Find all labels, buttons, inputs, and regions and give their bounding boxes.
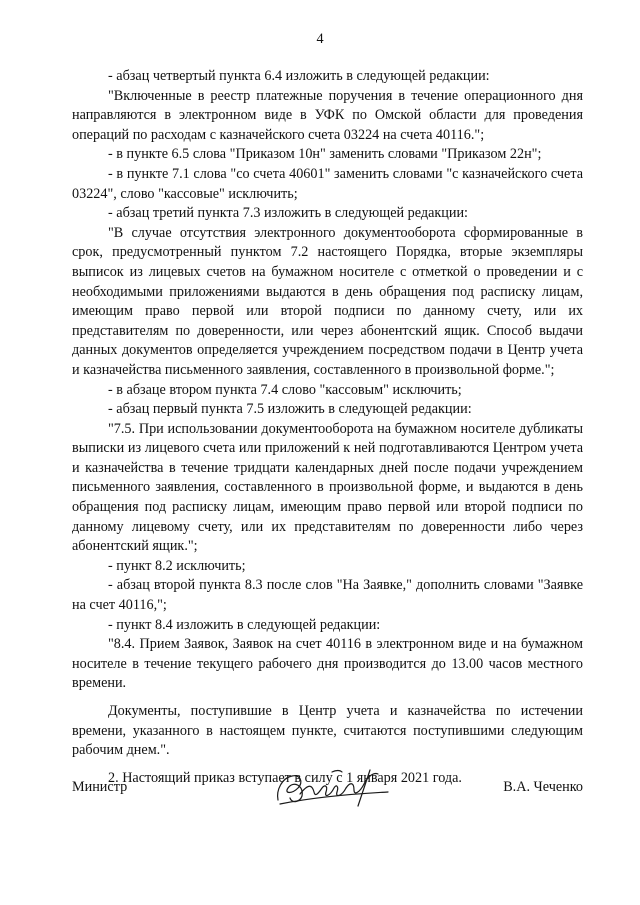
signer-name: В.А. Чеченко [503, 779, 583, 795]
paragraph-6-5-change: - в пункте 6.5 слова "Приказом 10н" заменить словами "Приказом 22н"; [108, 146, 542, 163]
handwritten-signature [270, 764, 410, 810]
paragraph-6-4-intro: - абзац четвертый пункта 6.4 изложить в следующей редакции: [108, 68, 490, 84]
paragraph-8-4-text: "8.4. Прием Заявок, Заявок на счет 40116 в электронном виде и на бумажном носителе в течение текущего рабочего дня производится до 13.00 часов местного времени. [72, 636, 583, 692]
paragraph-7-5-text: "7.5. При использовании документооборота на бумажном носителе дубликаты выписки из лицевого счета или приложений к ней подготавливаются Центром учета и казначейства в течение тридцати календарных дней после подачи учреждением письменного заявления, составленного в произвольной форме, и выдаются в день обращения под расписку лицам, имеющим право первой или второй подписи по данному лицевому счету, или их представителям по доверенности либо через абонентский ящик."; [72, 420, 583, 555]
paragraph-7-3-intro: - абзац третий пункта 7.3 изложить в следующей редакции: [108, 205, 468, 222]
paragraph-7-1-change: - в пункте 7.1 слова "со счета 40601" заменить словами "с казначейского счета 03224", слово "кассовые" исключить; [72, 165, 583, 202]
signer-title: Министр [72, 779, 128, 795]
paragraph-7-5-intro: - абзац первый пункта 7.5 изложить в следующей редакции: [108, 401, 472, 418]
document-body [72, 67, 583, 788]
paragraph-8-4-intro: - пункт 8.4 изложить в следующей редакции: [108, 616, 381, 633]
paragraph-8-2-change: - пункт 8.2 исключить; [108, 557, 246, 574]
signature-block [72, 772, 583, 812]
paragraph-8-3-change: - абзац второй пункта 8.3 после слов "На Заявке," дополнить словами "Заявке на счет 40116,"; [72, 577, 583, 614]
paragraph-effective-date: 2. Настоящий приказ вступает в силу с 1 января 2021 года. [108, 769, 462, 786]
paragraph-8-4-continuation: Документы, поступившие в Центр учета и казначейства по истечении времени, указанного в настоящем пункте, считаются поступившими следующим рабочим днем.". [72, 703, 583, 759]
paragraph-6-4-text: "Включенные в реестр платежные поручения в течение операционного дня направляются в электронном виде в УФК по Омской области для проведения операций по расходам с казначейского счета 03224 на счета 40116."; [72, 87, 583, 143]
paragraph-7-4-change: - в абзаце втором пункта 7.4 слово "кассовым" исключить; [108, 381, 462, 398]
page-number: 4 [316, 31, 324, 47]
paragraph-7-3-text: "В случае отсутствия электронного документооборота сформированные в срок, предусмотренный пунктом 7.2 настоящего Порядка, вторые экземпляры выписок из лицевых счетов на бумажном носителе с отметкой о проведении и с необходимыми приложениями выдаются в день обращения под расписку лицам, имеющим право первой или второй подписи по данному счету, или их представителям по доверенности, или через абонентский ящик. Способ выдачи данных документов определяется учреждением посредством подачи в Центр учета и казначейства письменного заявления, составленного в произвольной форме."; [72, 224, 583, 378]
